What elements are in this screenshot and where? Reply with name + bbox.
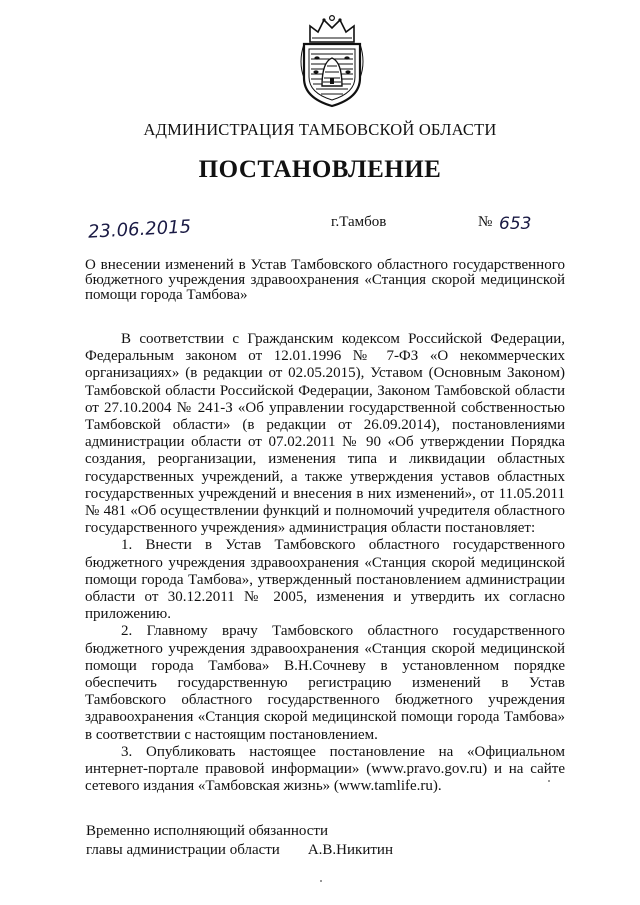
scan-speck <box>320 880 322 882</box>
scan-speck <box>548 780 550 782</box>
item-paragraph-1: 1. Внести в Устав Тамбовского областного государственного бюджетного учреждения здравоохранения «Станция скорой медицинской помощи города Тамбова», утвержденный постановлением администрации области от 30.12.2011 № 2005, изменения и утвердить их согласно приложению. <box>85 537 565 623</box>
handwritten-date: 23.06.2015 <box>87 216 192 243</box>
signature-block <box>86 822 393 860</box>
document-subject: О внесении изменений в Устав Тамбовского областного государственного бюджетного учреждения здравоохранения «Станция скорой медицинской помощи города Тамбова» <box>85 257 565 303</box>
coat-of-arms-icon <box>296 12 368 108</box>
number-label: № <box>478 214 493 230</box>
organization-name: АДМИНИСТРАЦИЯ ТАМБОВСКОЙ ОБЛАСТИ <box>143 120 497 139</box>
document-type-title: ПОСТАНОВЛЕНИЕ <box>198 156 442 183</box>
city: г.Тамбов <box>331 214 387 230</box>
preamble-paragraph: В соответствии с Гражданским кодексом Российской Федерации, Федеральным законом от 12.01.1996 № 7-ФЗ «О некоммерческих организациях» (в редакции от 02.05.2015), Уставом (Основным Законом) Тамбовской области Российской Федерации, Законом Тамбовской области от 27.10.2004 № 241-З «Об управлении государственной собственностью Тамбовской области» (в редакции от 26.09.2014), постановлениями администрации области от 07.02.2011 № 90 «Об утверждении Порядка создания, реорганизации, изменения типа и ликвидации областных государственных учреждений, а также утверждения уставов областных государственных учреждений и внесения в них изменений», от 11.05.2011 № 481 «Об осуществлении функций и полномочий учредителя областного государственного учреждения» администрация области постановляет: <box>85 331 565 537</box>
signer-title-line-1: Временно исполняющий обязанности <box>86 823 329 839</box>
signer-name: А.В.Никитин <box>307 842 393 858</box>
item-paragraph-2: 2. Главному врачу Тамбовского областного государственного бюджетного учреждения здравоохранения «Станция скорой медицинской помощи города Тамбова» В.Н.Сочневу в установленном порядке обеспечить государственную регистрацию изменений в Устав Тамбовского областного государственного бюджетного учреждения здравоохранения «Станция скорой медицинской помощи города Тамбова» в соответствии с настоящим постановлением. <box>85 623 565 743</box>
document-body <box>85 331 565 795</box>
item-paragraph-3: 3. Опубликовать настоящее постановление на «Официальном интернет-портале правовой информации» (www.pravo.gov.ru) и на сайте сетевого издания «Тамбовская жизнь» (www.tamlife.ru). <box>85 743 565 795</box>
signer-title-line-2: главы администрации области <box>86 842 280 858</box>
handwritten-number: 653 <box>499 214 532 234</box>
